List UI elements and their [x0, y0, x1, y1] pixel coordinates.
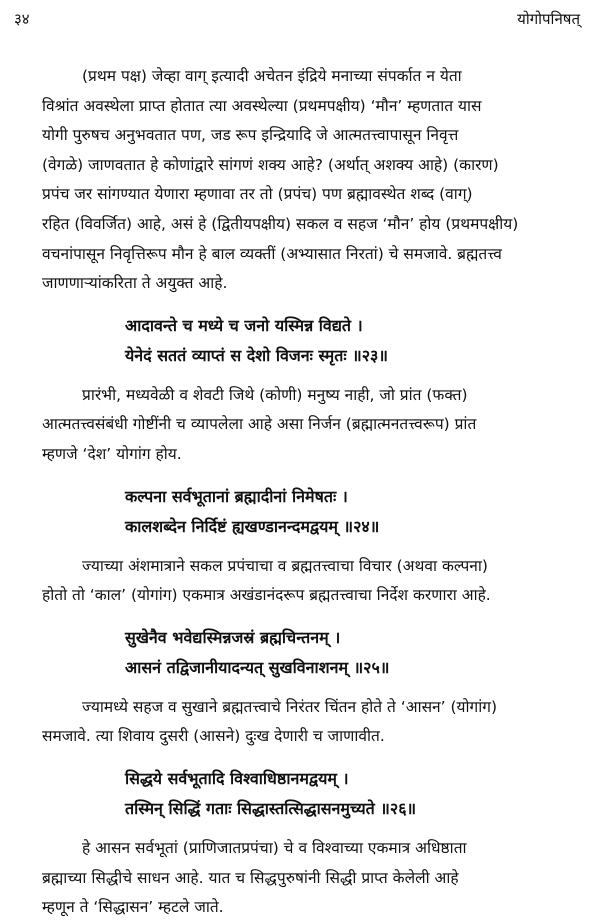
paragraph	[42, 552, 587, 611]
paragraph-line: प्रपंच जर सांगण्यात येणारा म्हणावा तर तो (प्रपंच) पण ब्रह्मावस्थेत शब्द (वाग्)	[42, 185, 473, 204]
verse-line: आसनं तद्विजानीयादन्यत् सुखविनाशनम् ॥२५॥	[125, 657, 390, 677]
sanskrit-verse	[42, 311, 587, 371]
paragraph-line: योगी पुरुषच अनुभवतात पण, जड रूप इन्द्रियादि जे आत्मतत्त्वापासून निवृत्त	[42, 126, 459, 145]
verse-line: कालशब्देन निर्दिष्टं ह्यखण्डानन्दमद्वयम् ॥२४॥	[125, 516, 380, 536]
paragraph-line: ब्रह्माच्या सिद्धीचे साधन आहे. यात च सिद्धपुरुषांनी सिद्धी प्राप्त केलेली आहे	[42, 868, 459, 887]
paragraph-line: म्हणजे ‘देश’ योगांग होय.	[42, 444, 182, 463]
paragraph-line: जाणणाऱ्यांकरिता ते अयुक्त आहे.	[42, 274, 228, 293]
paragraph-line: (वेगळे) जाणवतात हे कोणांद्वारे सांगणं शक्य आहे? (अर्थात् अशक्य आहे) (कारण)	[42, 155, 499, 174]
paragraph-line: प्रारंभी, मध्यवेळी व शेवटी जिथे (कोणी) मनुष्य नाही, जो प्रांत (फक्त)	[82, 385, 468, 404]
paragraph	[42, 693, 587, 752]
paragraph	[42, 834, 587, 923]
running-title: योगोपनिषत्	[517, 10, 580, 28]
sanskrit-verse	[42, 764, 587, 824]
page-number: ३४	[14, 10, 30, 28]
verse-line: येनेदं सततं व्याप्तं स देशो विजनः स्मृतः ॥२३॥	[125, 345, 388, 365]
paragraph-line: वचनांपासून निवृत्तिरूप मौन हे बाल व्यक्तीं (अभ्यासात निरतां) चे समजावे. ब्रह्मतत्त्व	[42, 244, 502, 263]
paragraph-line: आत्मतत्त्वसंबंधी गोष्टींनी च व्यापलेला आहे असा निर्जन (ब्रह्मात्मनतत्त्वरूप) प्रांत	[42, 415, 477, 434]
paragraph-line: रहित (विवर्जित) आहे, असं हे (द्वितीयपक्षीय) सकल व सहज ‘मौन’ होय (प्रथमपक्षीय)	[42, 214, 519, 233]
paragraph-line: विश्रांत अवस्थेला प्राप्त होतात त्या अवस्थेल्या (प्रथमपक्षीय) ‘मौन’ म्हणतात यास	[42, 96, 482, 115]
paragraph	[42, 62, 587, 299]
sanskrit-verse	[42, 482, 587, 542]
paragraph-line: हे आसन सर्वभूतां (प्राणिजातप्रपंचा) चे व विश्वाच्या एकमात्र अधिष्ठाता	[82, 838, 467, 857]
paragraph-line: होतो तो ‘काल’ (योगांग) एकमात्र अखंडानंदरूप ब्रह्मतत्त्वाचा निर्देश करणारा आहे.	[42, 586, 491, 605]
paragraph-line: म्हणून ते ‘सिद्धासन’ म्हटले जाते.	[42, 898, 224, 917]
paragraph-line: समजावे. त्या शिवाय दुसरी (आसने) दुःख देणारी च जाणावीत.	[42, 727, 385, 746]
verse-line: कल्पना सर्वभूतानां ब्रह्मादीनां निमेषतः ।	[125, 486, 348, 506]
page-header	[14, 6, 580, 32]
paragraph	[42, 381, 587, 470]
verse-line: आदावन्ते च मध्ये च जनो यस्मिन्न विद्यते ।	[125, 315, 363, 335]
page-body	[42, 62, 587, 923]
sanskrit-verse	[42, 623, 587, 683]
paragraph-line: (प्रथम पक्ष) जेव्हा वाग् इत्यादी अचेतन इंद्रिये मनाच्या संपर्कात न येता	[82, 67, 462, 85]
paragraph-line: ज्याच्या अंशमात्राने सकल प्रपंचाचा व ब्रह्मतत्त्वाचा विचार (अथवा कल्पना)	[82, 556, 488, 575]
verse-line: तस्मिन् सिद्धिं गताः सिद्धास्तत्सिद्धासनमुच्यते ॥२६॥	[125, 798, 417, 818]
verse-line: सुखेनैव भवेद्यस्मिन्नजस्रं ब्रह्मचिन्तनम् ।	[125, 627, 341, 647]
verse-line: सिद्धये सर्वभूतादि विश्वाधिष्ठानमद्वयम् ।	[125, 768, 349, 788]
paragraph-line: ज्यामध्ये सहज व सुखाने ब्रह्मतत्त्वाचे निरंतर चिंतन होते ते ‘आसन’ (योगांग)	[82, 697, 498, 716]
